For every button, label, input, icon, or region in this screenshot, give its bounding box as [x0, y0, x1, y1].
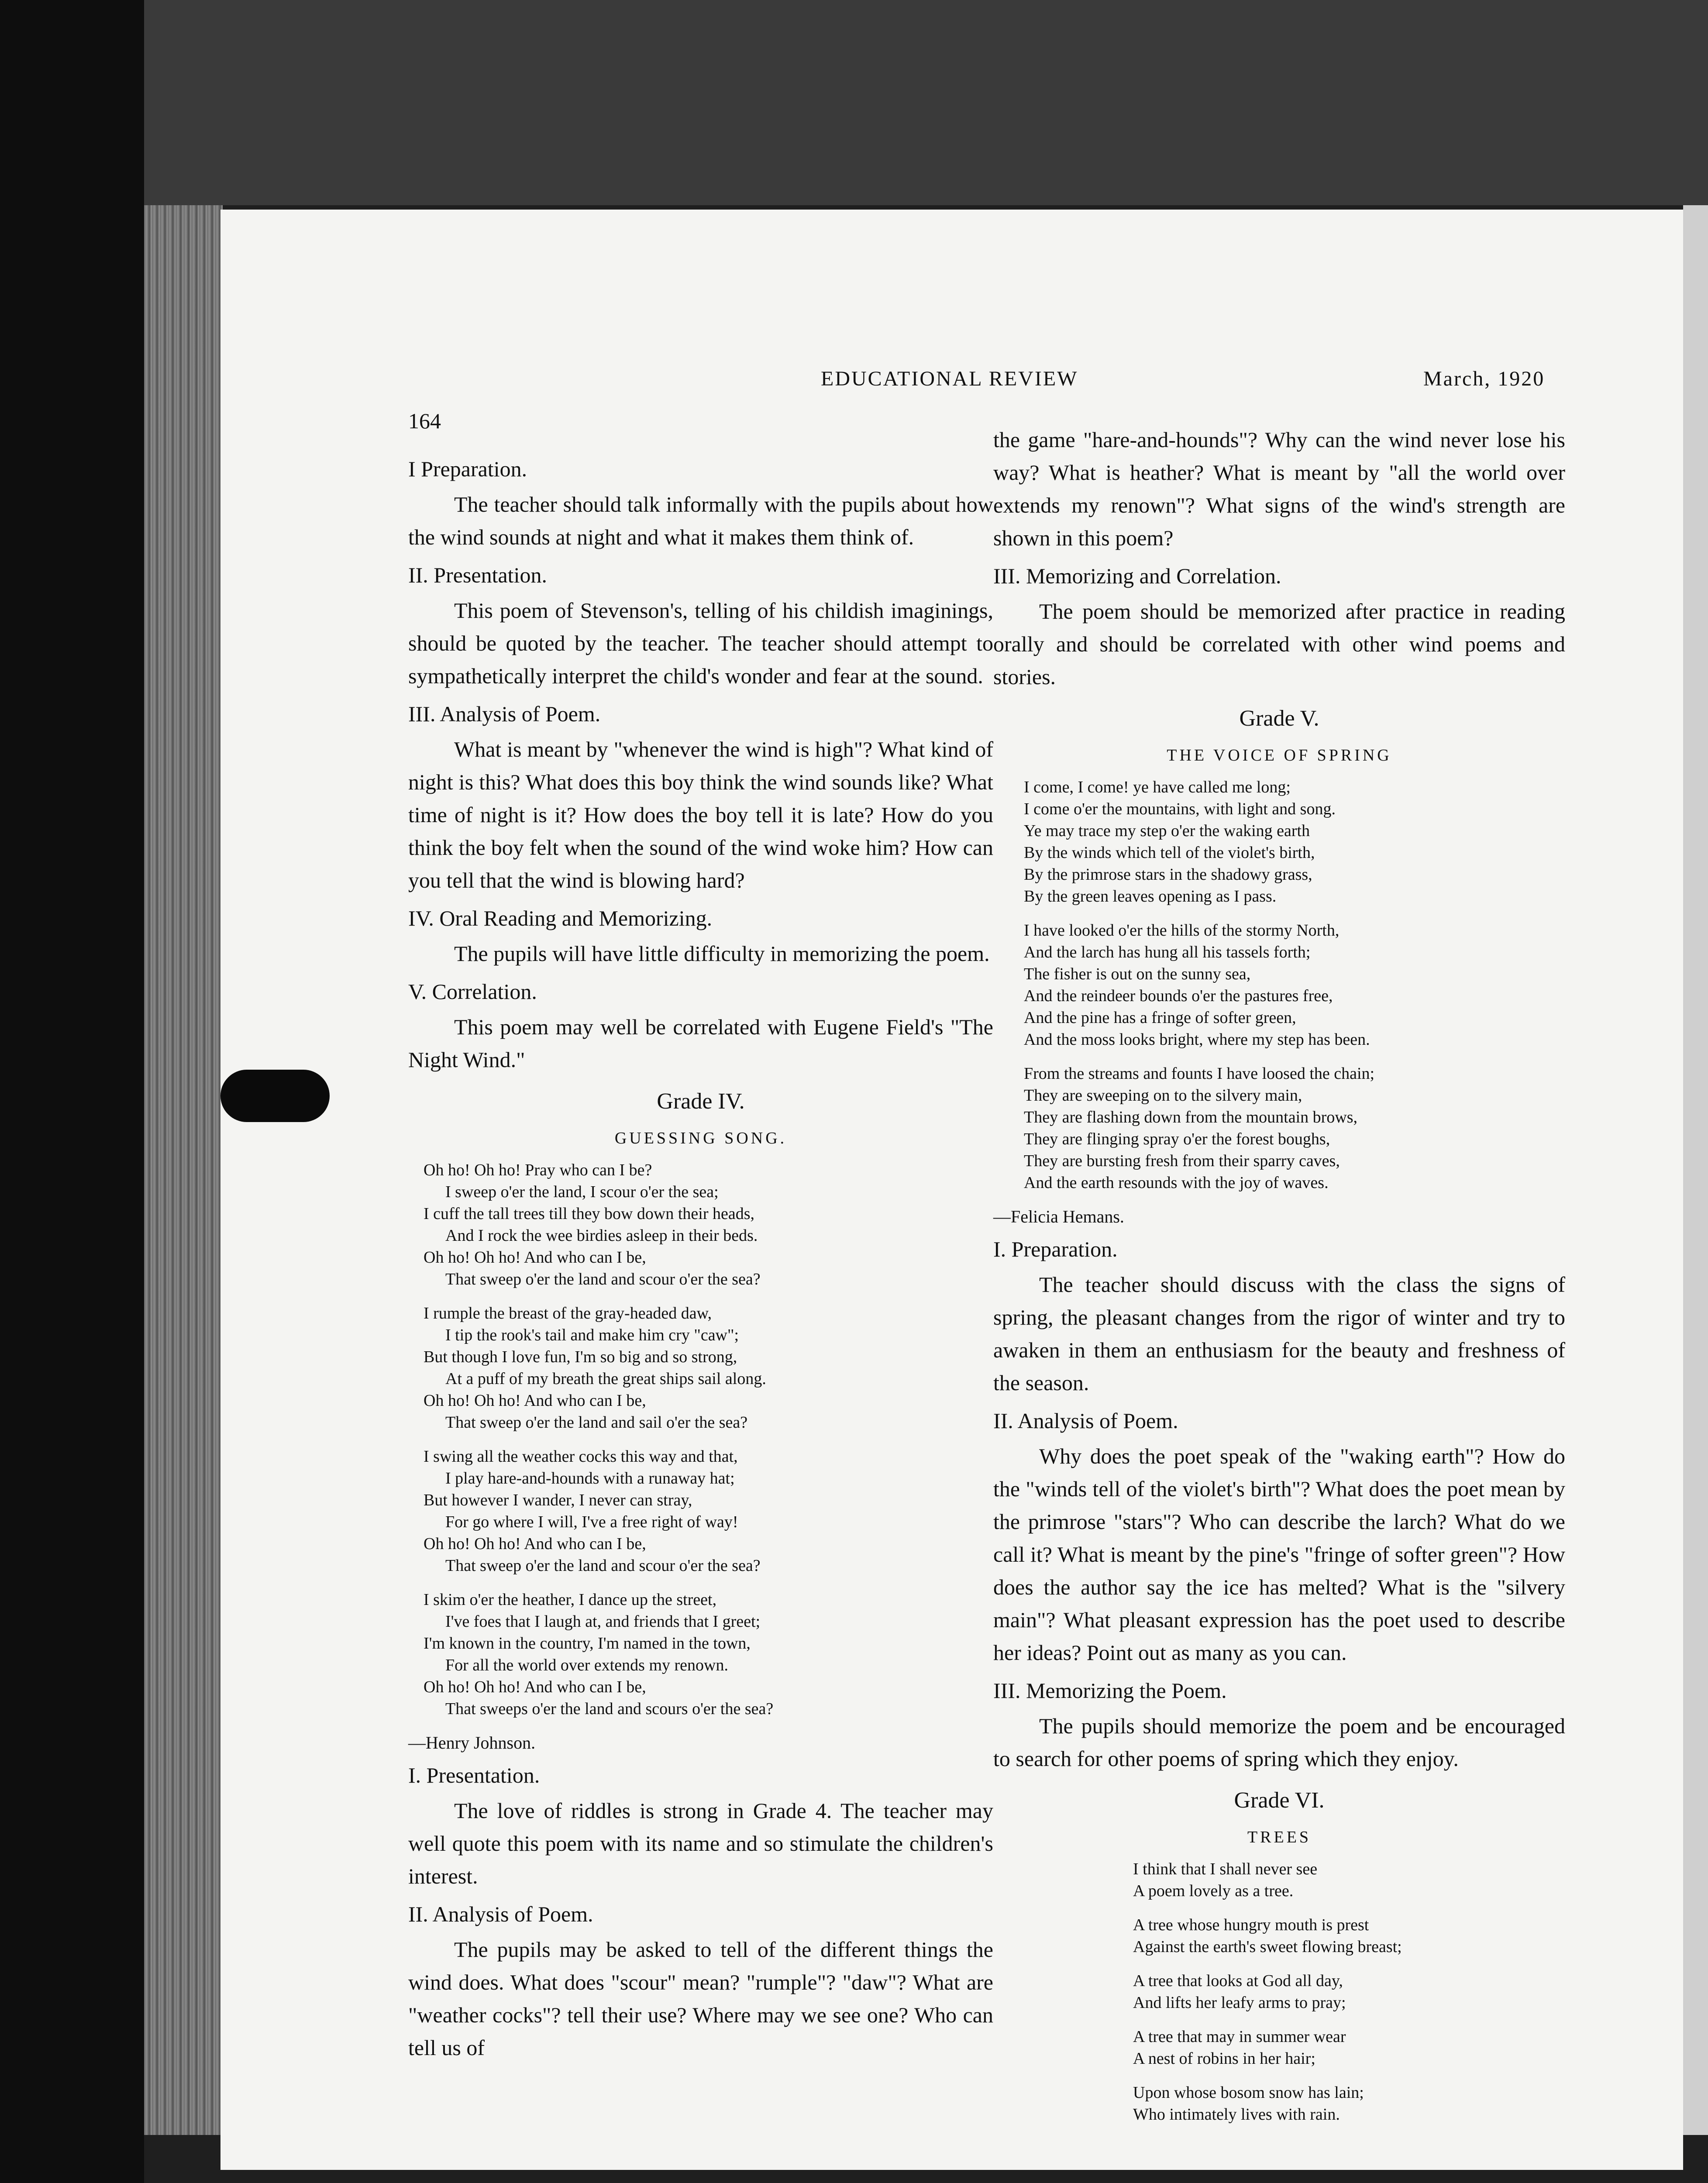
paragraph: The pupils will have little difficulty in memorizing the poem. — [454, 941, 990, 966]
section-heading: III. Memorizing the Poem. — [993, 1678, 1227, 1703]
poem-title: THE VOICE OF SPRING — [1167, 746, 1392, 764]
poem-stanza — [424, 1446, 993, 1577]
poem-line: A tree whose hungry mouth is prest — [1133, 1916, 1369, 1934]
paragraph: The teacher should discuss with the class the signs of spring, the pleasant changes from the rigor of winter and try to awaken in them an enthusiasm for the beauty and freshness of the season. — [993, 1272, 1565, 1395]
issue-date: March, 1920 — [1423, 367, 1545, 390]
background-top — [0, 0, 1708, 205]
poem-line: Oh ho! Oh ho! And who can I be, — [424, 1678, 646, 1696]
poem-line: A poem lovely as a tree. — [1133, 1882, 1294, 1900]
poem-line: I have looked o'er the hills of the stormy North, — [1024, 921, 1340, 940]
paragraph: This poem may well be correlated with Eugene Field's "The Night Wind." — [408, 1015, 993, 1072]
journal-title: EDUCATIONAL REVIEW — [821, 367, 1078, 390]
poem-line: Oh ho! Oh ho! Pray who can I be? — [424, 1161, 652, 1179]
section-heading: I Preparation. — [408, 457, 527, 481]
paragraph: The love of riddles is strong in Grade 4. The teacher may well quote this poem with its name and so stimulate the children's interest. — [408, 1798, 993, 1888]
poem-line: I think that I shall never see — [1133, 1860, 1318, 1878]
poem-line: For all the world over extends my renown. — [445, 1656, 728, 1674]
poem-line: I tip the rook's tail and make him cry "caw"; — [445, 1326, 739, 1344]
section-heading: II. Presentation. — [408, 563, 547, 587]
poem-stanza — [424, 1302, 993, 1433]
poem-stanza — [1024, 776, 1565, 907]
poem-line: I come o'er the mountains, with light and song. — [1024, 800, 1336, 818]
poem-guessing-song — [424, 1159, 993, 1720]
page-clip — [220, 1070, 330, 1122]
page-number: 164 — [408, 409, 441, 433]
poem-line: By the green leaves opening as I pass. — [1024, 887, 1277, 906]
grade-heading: Grade VI. — [1234, 1788, 1325, 1813]
poem-line: They are flinging spray o'er the forest boughs, — [1024, 1130, 1330, 1148]
poem-title: GUESSING SONG. — [614, 1129, 787, 1147]
paragraph: The pupils should memorize the poem and be encouraged to search for other poems of spring which they enjoy. — [993, 1714, 1565, 1771]
poem-line: I'm known in the country, I'm named in the town, — [424, 1634, 751, 1653]
poem-line: Oh ho! Oh ho! And who can I be, — [424, 1248, 646, 1267]
poem-line: I swing all the weather cocks this way and that, — [424, 1447, 738, 1466]
poem-stanza — [1133, 1858, 1565, 1902]
poem-line: By the primrose stars in the shadowy grass, — [1024, 865, 1312, 884]
paragraph: The pupils may be asked to tell of the different things the wind does. What does "scour" mean? "rumple"? "daw"? What are "weather cocks"? tell their use? Where may we see one? Who can tell us of — [408, 1937, 993, 2060]
poem-line: I sweep o'er the land, I scour o'er the sea; — [445, 1183, 719, 1201]
poem-line: A nest of robins in her hair; — [1133, 2049, 1315, 2068]
grade-heading: Grade V. — [1239, 706, 1319, 731]
poem-line: By the winds which tell of the violet's birth, — [1024, 844, 1315, 862]
poem-line: But though I love fun, I'm so big and so strong, — [424, 1348, 737, 1366]
poem-voice-of-spring — [1024, 776, 1565, 1194]
poem-line: I play hare-and-hounds with a runaway hat; — [445, 1469, 735, 1487]
poem-stanza — [1133, 1914, 1565, 1958]
grade-heading: Grade IV. — [657, 1089, 745, 1114]
poem-line: Oh ho! Oh ho! And who can I be, — [424, 1391, 646, 1410]
section-heading: III. Analysis of Poem. — [408, 702, 601, 726]
poem-line: I rumple the breast of the gray-headed daw, — [424, 1304, 712, 1322]
poem-stanza — [424, 1159, 993, 1290]
poem-line: They are flashing down from the mountain brows, — [1024, 1108, 1358, 1126]
poem-line: They are bursting fresh from their sparry caves, — [1024, 1152, 1340, 1170]
poem-line: I've foes that I laugh at, and friends that I greet; — [445, 1612, 761, 1631]
poem-line: And lifts her leafy arms to pray; — [1133, 1994, 1346, 2012]
poem-line: And I rock the wee birdies asleep in their beds. — [445, 1226, 758, 1245]
paragraph: The poem should be memorized after practice in reading orally and should be correlated with other wind poems and stories. — [993, 599, 1565, 689]
poem-stanza — [1024, 919, 1565, 1050]
poem-line: A tree that looks at God all day, — [1133, 1972, 1343, 1990]
section-heading: II. Analysis of Poem. — [408, 1902, 593, 1926]
poem-title: TREES — [1247, 1828, 1312, 1846]
poem-line: Oh ho! Oh ho! And who can I be, — [424, 1535, 646, 1553]
book-page-edges — [144, 205, 223, 2135]
right-column — [993, 424, 1565, 2138]
poem-line: Ye may trace my step o'er the waking earth — [1024, 822, 1310, 840]
poem-line: The fisher is out on the sunny sea, — [1024, 965, 1251, 983]
paragraph: This poem of Stevenson's, telling of his childish imaginings, should be quoted by the teacher. The teacher should attempt to sympathetically interpret the child's wonder and fear at the sound. — [408, 598, 993, 688]
poem-line: And the earth resounds with the joy of waves. — [1024, 1174, 1329, 1192]
poem-line: I skim o'er the heather, I dance up the street, — [424, 1591, 717, 1609]
background-left — [0, 0, 144, 2183]
left-column — [408, 448, 993, 2064]
poem-line: Who intimately lives with rain. — [1133, 2105, 1340, 2124]
facing-page-edge — [1683, 205, 1708, 2135]
poem-line: And the reindeer bounds o'er the pastures free, — [1024, 987, 1333, 1005]
poem-trees — [1133, 1858, 1565, 2125]
poem-line: I come, I come! ye have called me long; — [1024, 778, 1291, 796]
section-heading: II. Analysis of Poem. — [993, 1408, 1178, 1433]
poem-line: But however I wander, I never can stray, — [424, 1491, 692, 1509]
poem-line: That sweep o'er the land and sail o'er the sea? — [445, 1413, 748, 1432]
poem-line: And the pine has a fringe of softer green, — [1024, 1009, 1296, 1027]
poem-line: And the larch has hung all his tassels forth; — [1024, 943, 1311, 961]
paragraph: The teacher should talk informally with the pupils about how the wind sounds at night and what it makes them think of. — [408, 492, 993, 549]
section-heading: V. Correlation. — [408, 979, 537, 1004]
paragraph: Why does the poet speak of the "waking earth"? How do the "winds tell of the violet's birth"? What does the poet mean by the primrose "stars"? Who can describe the larch? What do we call it? What is meant by the pine's "fringe of softer green"? How does the author say the ice has melted? What is the "silvery main"? What pleasant expression has the poet used to describe her ideas? Point out as many as you can. — [993, 1444, 1565, 1665]
poem-stanza — [1024, 1063, 1565, 1194]
poem-line: From the streams and founts I have loosed the chain; — [1024, 1064, 1375, 1083]
poem-line: At a puff of my breath the great ships sail along. — [445, 1370, 766, 1388]
poem-line: For go where I will, I've a free right of way! — [445, 1513, 738, 1531]
poem-stanza — [1133, 2082, 1565, 2125]
paragraph: What is meant by "whenever the wind is high"? What kind of night is this? What does this boy think the wind sounds like? What time of night is it? How does the boy tell it is late? How do you think the boy felt when the sound of the wind woke him? How can you tell that the wind is blowing hard? — [408, 737, 993, 892]
poem-line: Upon whose bosom snow has lain; — [1133, 2083, 1364, 2102]
paragraph: the game "hare-and-hounds"? Why can the wind never lose his way? What is heather? What is meant by "all the world over extends my renown"? What signs of the wind's strength are shown in this poem? — [993, 427, 1565, 550]
poem-author: —Henry Johnson. — [408, 1733, 536, 1753]
poem-line: That sweep o'er the land and scour o'er the sea? — [445, 1556, 761, 1575]
poem-stanza — [1133, 2026, 1565, 2069]
poem-line: That sweep o'er the land and scour o'er the sea? — [445, 1270, 761, 1288]
poem-stanza — [1133, 1970, 1565, 2014]
section-heading: III. Memorizing and Correlation. — [993, 564, 1281, 588]
poem-author: —Felicia Hemans. — [993, 1207, 1124, 1226]
poem-line: Against the earth's sweet flowing breast; — [1133, 1938, 1402, 1956]
poem-line: I cuff the tall trees till they bow down their heads, — [424, 1205, 755, 1223]
section-heading: IV. Oral Reading and Memorizing. — [408, 906, 713, 930]
poem-line: They are sweeping on to the silvery main, — [1024, 1086, 1302, 1105]
poem-line: A tree that may in summer wear — [1133, 2028, 1346, 2046]
poem-stanza — [424, 1589, 993, 1720]
section-heading: I. Preparation. — [993, 1237, 1118, 1261]
poem-line: That sweeps o'er the land and scours o'er the sea? — [445, 1700, 774, 1718]
poem-line: And the moss looks bright, where my step has been. — [1024, 1030, 1370, 1049]
section-heading: I. Presentation. — [408, 1763, 540, 1787]
